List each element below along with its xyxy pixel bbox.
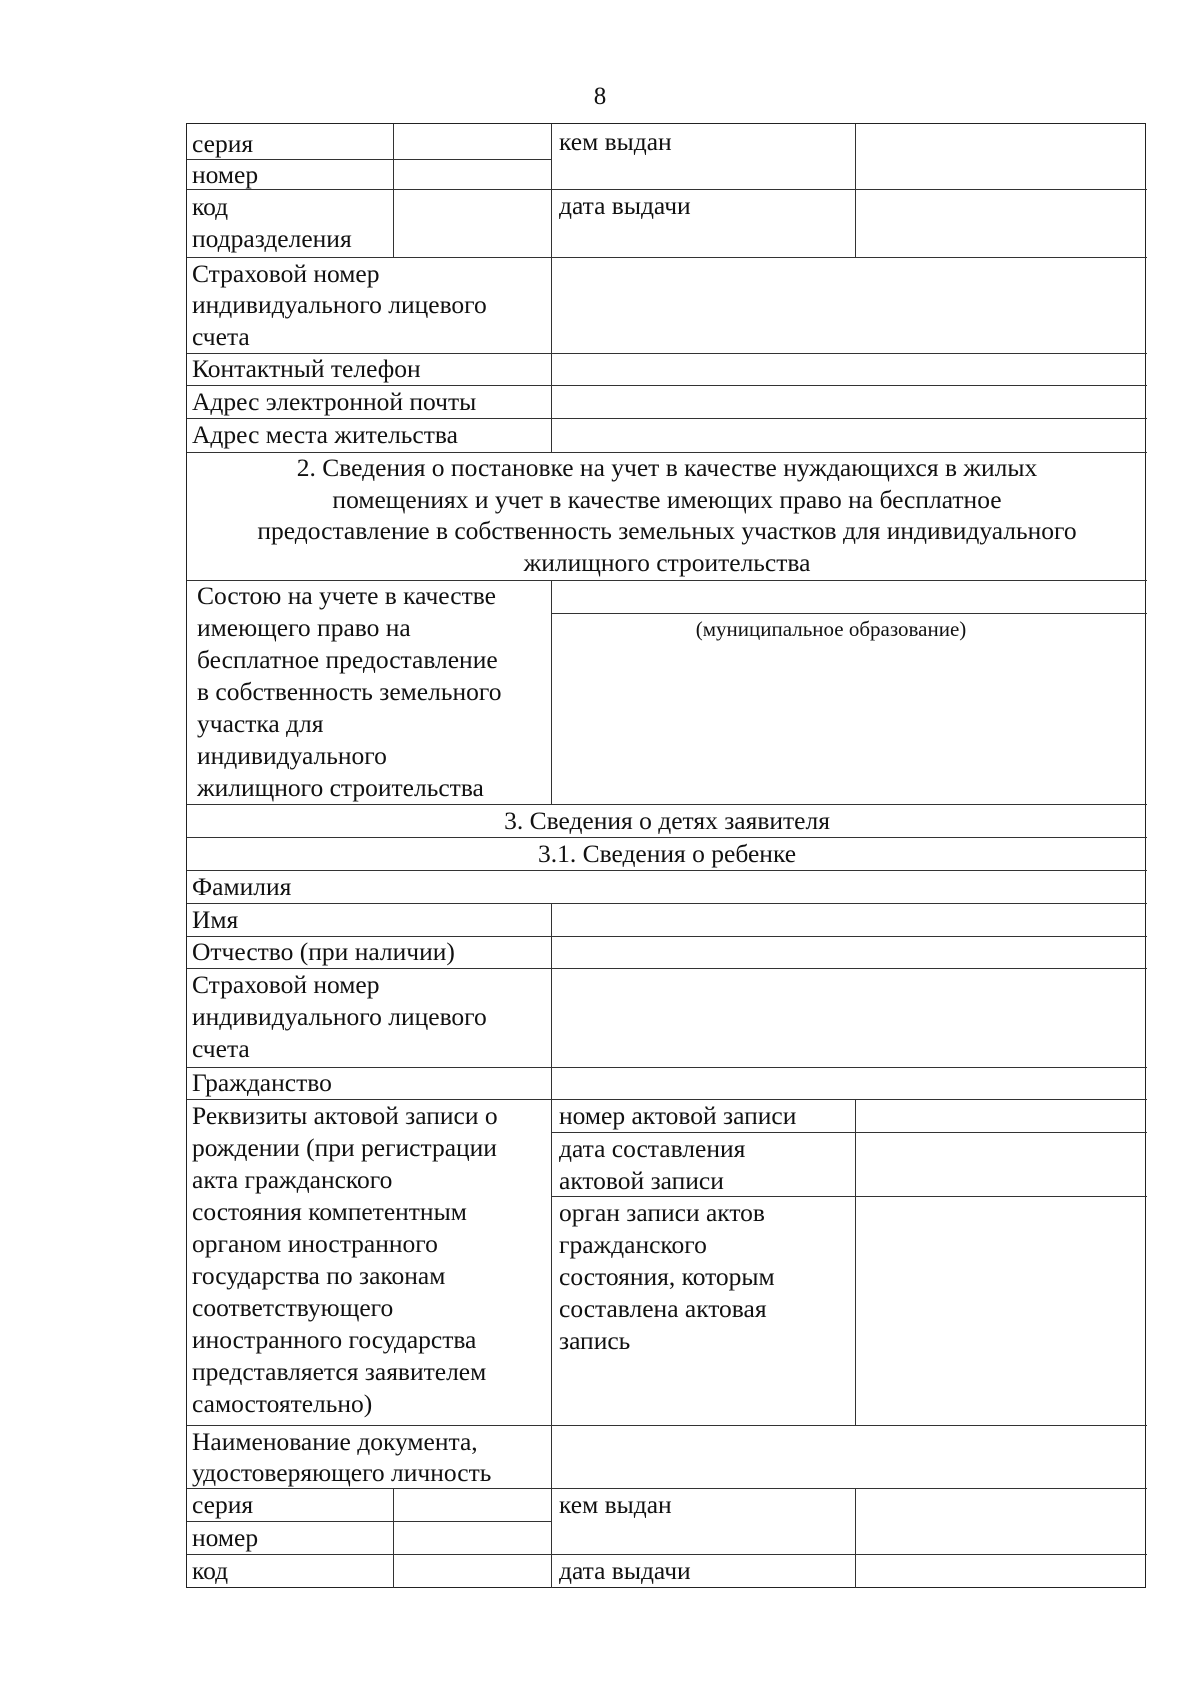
section-2-title: 2. Сведения о постановке на учет в качестве нуждающихся в жилых — [296, 453, 1038, 482]
rule — [551, 580, 552, 804]
child-issue-date-label: дата выдачи — [559, 1556, 691, 1585]
surname-label: Фамилия — [192, 872, 292, 901]
section-3-1-title: 3.1. Сведения о ребенке — [537, 839, 797, 868]
section-2-title: жилищного строительства — [523, 548, 811, 577]
child-snils-label: индивидуального лицевого — [192, 1002, 487, 1031]
child-code-label: код — [192, 1556, 229, 1585]
registry-office-label: запись — [559, 1326, 631, 1355]
child-series-label: серия — [192, 1490, 254, 1519]
record-number-label: номер актовой записи — [559, 1101, 797, 1130]
rule — [393, 124, 394, 257]
snils-label: индивидуального лицевого — [192, 290, 487, 319]
birth-record-label: иностранного государства — [192, 1325, 477, 1354]
rule — [551, 124, 552, 452]
id-document-label: удостоверяющего личность — [192, 1458, 492, 1487]
rule — [393, 1488, 394, 1588]
id-document-label: Наименование документа, — [192, 1427, 478, 1456]
issued-by-label: кем выдан — [559, 127, 672, 156]
registry-office-label: орган записи актов — [559, 1198, 765, 1227]
birth-record-label: представляется заявителем — [192, 1357, 487, 1386]
rule — [187, 903, 1147, 904]
child-snils-label: Страховой номер — [192, 970, 380, 999]
birth-record-label: органом иностранного — [192, 1229, 438, 1258]
snils-label: Страховой номер — [192, 259, 380, 288]
snils-label: счета — [192, 322, 250, 351]
address-label: Адрес места жительства — [192, 420, 458, 449]
issue-date-label: дата выдачи — [559, 191, 691, 220]
birth-record-label: соответствующего — [192, 1293, 394, 1322]
section-2-title: предоставление в собственность земельных участков для индивидуального — [257, 516, 1077, 545]
registry-office-label: гражданского — [559, 1230, 707, 1259]
registered-label: жилищного строительства — [197, 773, 484, 802]
division-code-label: подразделения — [192, 224, 352, 253]
birth-record-label: государства по законам — [192, 1261, 446, 1290]
division-code-label: код — [192, 192, 229, 221]
rule — [187, 870, 1147, 871]
email-label: Адрес электронной почты — [192, 387, 477, 416]
child-number-label: номер — [192, 1523, 259, 1552]
section-3-title: 3. Сведения о детях заявителя — [504, 806, 830, 835]
child-snils-label: счета — [192, 1034, 250, 1063]
registered-label: участка для — [197, 709, 324, 738]
birth-record-label: акта гражданского — [192, 1165, 393, 1194]
application-form — [186, 123, 1146, 1588]
section-2-title: помещениях и учет в качестве имеющих право на бесплатное — [332, 485, 1002, 514]
birth-record-label: рождении (при регистрации — [192, 1133, 497, 1162]
phone-label: Контактный телефон — [192, 354, 421, 383]
series-label: серия — [192, 129, 254, 158]
page-number: 8 — [593, 83, 607, 110]
name-label: Имя — [192, 905, 239, 934]
registered-label: индивидуального — [197, 741, 387, 770]
registered-label: имеющего право на — [197, 613, 411, 642]
rule — [855, 124, 856, 257]
rule — [855, 1488, 856, 1588]
rule — [551, 613, 1147, 614]
record-date-label: актовой записи — [559, 1166, 724, 1195]
municipality-hint: (муниципальное образование) — [695, 617, 967, 641]
patronymic-label: Отчество (при наличии) — [192, 937, 455, 966]
registry-office-label: состояния, которым — [559, 1262, 775, 1291]
birth-record-label: Реквизиты актовой записи о — [192, 1101, 498, 1130]
registered-label: бесплатное предоставление — [197, 645, 498, 674]
number-label: номер — [192, 160, 259, 189]
rule — [551, 903, 552, 1588]
child-issued-by-label: кем выдан — [559, 1490, 672, 1519]
registered-label: Состою на учете в качестве — [197, 581, 496, 610]
birth-record-label: состояния компетентным — [192, 1197, 467, 1226]
registered-label: в собственность земельного — [197, 677, 502, 706]
rule — [855, 1099, 856, 1425]
citizenship-label: Гражданство — [192, 1068, 332, 1097]
record-date-label: дата составления — [559, 1134, 746, 1163]
registry-office-label: составлена актовая — [559, 1294, 767, 1323]
birth-record-label: самостоятельно) — [192, 1389, 373, 1418]
